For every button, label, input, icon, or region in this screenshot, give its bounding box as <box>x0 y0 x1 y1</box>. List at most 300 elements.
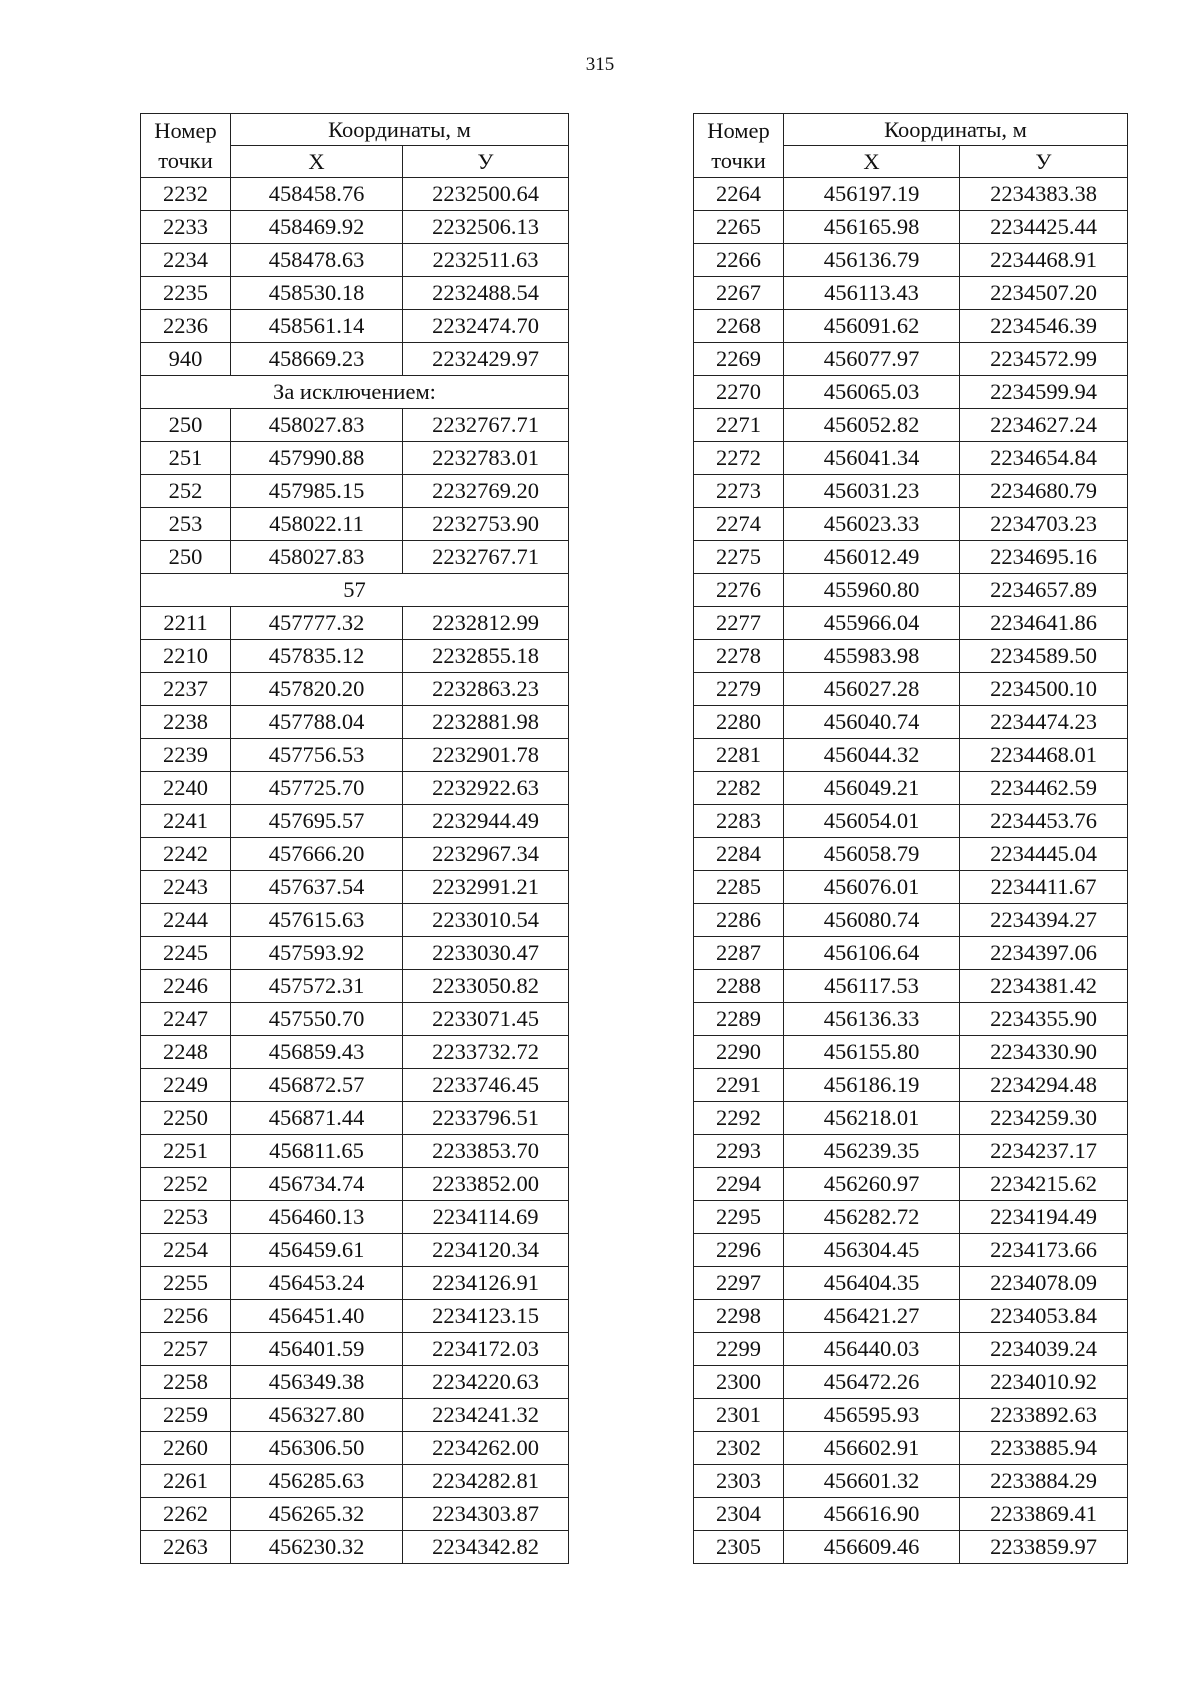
x-coordinate-cell: 457593.92 <box>231 937 403 970</box>
y-coordinate-cell: 2232767.71 <box>403 541 569 574</box>
x-coordinate-cell: 456811.65 <box>231 1135 403 1168</box>
x-coordinate-cell: 456459.61 <box>231 1234 403 1267</box>
point-number-cell: 2281 <box>694 739 784 772</box>
table-row <box>141 871 569 904</box>
x-coordinate-cell: 456609.46 <box>784 1531 960 1564</box>
x-coordinate-cell: 456136.33 <box>784 1003 960 1036</box>
y-coordinate-cell: 2234572.99 <box>960 343 1128 376</box>
table-row <box>694 574 1128 607</box>
y-coordinate-cell: 2234114.69 <box>403 1201 569 1234</box>
y-coordinate-cell: 2234589.50 <box>960 640 1128 673</box>
point-number-cell: 2280 <box>694 706 784 739</box>
y-coordinate-cell: 2234039.24 <box>960 1333 1128 1366</box>
table-row <box>141 343 569 376</box>
y-coordinate-cell: 2234641.86 <box>960 607 1128 640</box>
x-coordinate-cell: 456054.01 <box>784 805 960 838</box>
coordinates-table-right <box>693 113 1128 1564</box>
point-number-cell: 2247 <box>141 1003 231 1036</box>
point-number-cell: 2304 <box>694 1498 784 1531</box>
x-coordinate-cell: 456058.79 <box>784 838 960 871</box>
y-coordinate-cell: 2234220.63 <box>403 1366 569 1399</box>
y-coordinate-cell: 2234397.06 <box>960 937 1128 970</box>
y-coordinate-cell: 2232783.01 <box>403 442 569 475</box>
point-number-cell: 2288 <box>694 970 784 1003</box>
x-coordinate-cell: 456616.90 <box>784 1498 960 1531</box>
x-coordinate-cell: 456404.35 <box>784 1267 960 1300</box>
table-row <box>141 706 569 739</box>
x-coordinate-cell: 458478.63 <box>231 244 403 277</box>
table-row <box>141 475 569 508</box>
x-coordinate-cell: 457615.63 <box>231 904 403 937</box>
point-number-cell: 2261 <box>141 1465 231 1498</box>
point-number-cell: 2284 <box>694 838 784 871</box>
point-number-cell: 2289 <box>694 1003 784 1036</box>
point-number-cell: 2210 <box>141 640 231 673</box>
x-coordinate-cell: 456065.03 <box>784 376 960 409</box>
x-coordinate-cell: 456601.32 <box>784 1465 960 1498</box>
table-row <box>141 937 569 970</box>
page-number: 315 <box>585 54 615 75</box>
x-coordinate-cell: 456327.80 <box>231 1399 403 1432</box>
y-coordinate-cell: 2234381.42 <box>960 970 1128 1003</box>
y-coordinate-cell: 2234237.17 <box>960 1135 1128 1168</box>
point-number-cell: 2273 <box>694 475 784 508</box>
coordinates-header: Координаты, м <box>231 114 569 146</box>
x-coordinate-cell: 457777.32 <box>231 607 403 640</box>
table-body-left <box>141 114 569 1564</box>
x-coordinate-cell: 457985.15 <box>231 475 403 508</box>
y-coordinate-cell: 2234241.32 <box>403 1399 569 1432</box>
y-coordinate-cell: 2234282.81 <box>403 1465 569 1498</box>
y-coordinate-cell: 2232511.63 <box>403 244 569 277</box>
x-coordinate-cell: 456349.38 <box>231 1366 403 1399</box>
x-coordinate-cell: 456265.32 <box>231 1498 403 1531</box>
table-row <box>141 1036 569 1069</box>
table-row <box>694 739 1128 772</box>
table-row <box>694 937 1128 970</box>
section-label: 57 <box>141 574 569 607</box>
table-row <box>141 277 569 310</box>
x-coordinate-cell: 457990.88 <box>231 442 403 475</box>
point-number-cell: 2302 <box>694 1432 784 1465</box>
table-row <box>141 541 569 574</box>
x-coordinate-cell: 458530.18 <box>231 277 403 310</box>
point-number-cell: 2267 <box>694 277 784 310</box>
point-number-cell: 2250 <box>141 1102 231 1135</box>
x-coordinate-cell: 457820.20 <box>231 673 403 706</box>
table-row <box>694 508 1128 541</box>
point-number-cell: 251 <box>141 442 231 475</box>
table-row <box>141 673 569 706</box>
y-coordinate-cell: 2233796.51 <box>403 1102 569 1135</box>
point-number-cell: 2237 <box>141 673 231 706</box>
y-coordinate-cell: 2232991.21 <box>403 871 569 904</box>
x-coordinate-cell: 456285.63 <box>231 1465 403 1498</box>
table-row <box>141 310 569 343</box>
y-coordinate-cell: 2234262.00 <box>403 1432 569 1465</box>
point-number-cell: 2254 <box>141 1234 231 1267</box>
point-number-cell: 2285 <box>694 871 784 904</box>
y-coordinate-cell: 2232944.49 <box>403 805 569 838</box>
y-coordinate-cell: 2234215.62 <box>960 1168 1128 1201</box>
table-row <box>694 1465 1128 1498</box>
point-number-cell: 2268 <box>694 310 784 343</box>
y-coordinate-cell: 2232506.13 <box>403 211 569 244</box>
table-row <box>141 1003 569 1036</box>
x-coordinate-cell: 456472.26 <box>784 1366 960 1399</box>
y-coordinate-cell: 2234599.94 <box>960 376 1128 409</box>
y-coordinate-cell: 2232753.90 <box>403 508 569 541</box>
table-row <box>141 1399 569 1432</box>
point-number-cell: 250 <box>141 541 231 574</box>
point-number-cell: 2242 <box>141 838 231 871</box>
x-coordinate-cell: 456306.50 <box>231 1432 403 1465</box>
y-coordinate-cell: 2232500.64 <box>403 178 569 211</box>
table-row <box>141 607 569 640</box>
x-coordinate-cell: 456040.74 <box>784 706 960 739</box>
table-row <box>141 1201 569 1234</box>
table-row <box>694 1267 1128 1300</box>
x-coordinate-cell: 456451.40 <box>231 1300 403 1333</box>
point-number-cell: 2292 <box>694 1102 784 1135</box>
point-number-cell: 2232 <box>141 178 231 211</box>
point-number-cell: 2239 <box>141 739 231 772</box>
point-number-cell: 2256 <box>141 1300 231 1333</box>
point-number-cell: 2241 <box>141 805 231 838</box>
point-number-cell: 2274 <box>694 508 784 541</box>
table-row <box>694 1135 1128 1168</box>
point-number-cell: 2245 <box>141 937 231 970</box>
x-coordinate-cell: 456859.43 <box>231 1036 403 1069</box>
coordinates-table-left <box>140 113 569 1564</box>
y-coordinate-cell: 2234468.01 <box>960 739 1128 772</box>
point-number-cell: 2305 <box>694 1531 784 1564</box>
y-coordinate-cell: 2234120.34 <box>403 1234 569 1267</box>
table-row <box>694 1234 1128 1267</box>
y-coordinate-cell: 2234695.16 <box>960 541 1128 574</box>
y-coordinate-cell: 2233885.94 <box>960 1432 1128 1465</box>
y-coordinate-cell: 2232922.63 <box>403 772 569 805</box>
y-coordinate-cell: 2233853.70 <box>403 1135 569 1168</box>
table-row <box>694 442 1128 475</box>
table-row <box>694 1399 1128 1432</box>
coordinates-header: Координаты, м <box>784 114 1128 146</box>
x-coordinate-cell: 457637.54 <box>231 871 403 904</box>
point-number-cell: 2301 <box>694 1399 784 1432</box>
y-coordinate-cell: 2233884.29 <box>960 1465 1128 1498</box>
table-row <box>141 805 569 838</box>
table-row <box>694 211 1128 244</box>
y-coordinate-cell: 2234546.39 <box>960 310 1128 343</box>
y-coordinate-cell: 2234394.27 <box>960 904 1128 937</box>
table-row <box>694 343 1128 376</box>
y-coordinate-cell: 2234657.89 <box>960 574 1128 607</box>
table-row <box>141 904 569 937</box>
x-coordinate-cell: 456197.19 <box>784 178 960 211</box>
y-coordinate-cell: 2234126.91 <box>403 1267 569 1300</box>
table-row <box>694 805 1128 838</box>
y-coordinate-cell: 2233010.54 <box>403 904 569 937</box>
point-number-cell: 2251 <box>141 1135 231 1168</box>
y-coordinate-cell: 2233746.45 <box>403 1069 569 1102</box>
x-coordinate-cell: 457550.70 <box>231 1003 403 1036</box>
table-row <box>141 1135 569 1168</box>
point-number-cell: 2246 <box>141 970 231 1003</box>
y-coordinate-cell: 2234627.24 <box>960 409 1128 442</box>
table-row <box>694 541 1128 574</box>
point-number-cell: 2265 <box>694 211 784 244</box>
y-coordinate-cell: 2234342.82 <box>403 1531 569 1564</box>
x-coordinate-cell: 457572.31 <box>231 970 403 1003</box>
table-row <box>141 838 569 871</box>
table-row <box>694 838 1128 871</box>
point-number-cell: 2253 <box>141 1201 231 1234</box>
point-number-header <box>141 114 231 178</box>
x-coordinate-cell: 455966.04 <box>784 607 960 640</box>
y-coordinate-cell: 2234259.30 <box>960 1102 1128 1135</box>
y-coordinate-cell: 2232967.34 <box>403 838 569 871</box>
x-coordinate-cell: 456401.59 <box>231 1333 403 1366</box>
table-row <box>141 1432 569 1465</box>
point-number-cell: 2287 <box>694 937 784 970</box>
y-coordinate-cell: 2234123.15 <box>403 1300 569 1333</box>
y-coordinate-cell: 2233892.63 <box>960 1399 1128 1432</box>
y-coordinate-cell: 2232881.98 <box>403 706 569 739</box>
table-row <box>694 871 1128 904</box>
table-row <box>141 739 569 772</box>
y-coordinate-cell: 2234474.23 <box>960 706 1128 739</box>
x-coordinate-cell: 458027.83 <box>231 541 403 574</box>
table-row <box>141 1168 569 1201</box>
x-coordinate-cell: 456012.49 <box>784 541 960 574</box>
point-number-cell: 2235 <box>141 277 231 310</box>
y-coordinate-cell: 2232812.99 <box>403 607 569 640</box>
point-number-cell: 2275 <box>694 541 784 574</box>
y-coordinate-cell: 2233071.45 <box>403 1003 569 1036</box>
x-coordinate-cell: 456734.74 <box>231 1168 403 1201</box>
x-coordinate-cell: 457788.04 <box>231 706 403 739</box>
point-number-cell: 2270 <box>694 376 784 409</box>
table-row <box>694 1300 1128 1333</box>
header-row <box>694 114 1128 146</box>
y-coordinate-cell: 2234507.20 <box>960 277 1128 310</box>
table-row <box>694 1069 1128 1102</box>
table-row <box>141 1498 569 1531</box>
x-coordinate-cell: 457666.20 <box>231 838 403 871</box>
x-coordinate-cell: 458669.23 <box>231 343 403 376</box>
table-row <box>694 904 1128 937</box>
point-number-cell: 2243 <box>141 871 231 904</box>
y-coordinate-cell: 2234468.91 <box>960 244 1128 277</box>
point-number-header-line2: точки <box>711 147 766 173</box>
table-row <box>694 640 1128 673</box>
y-coordinate-cell: 2234445.04 <box>960 838 1128 871</box>
x-coordinate-cell: 456218.01 <box>784 1102 960 1135</box>
table-row <box>141 244 569 277</box>
y-coordinate-cell: 2234680.79 <box>960 475 1128 508</box>
y-coordinate-cell: 2234500.10 <box>960 673 1128 706</box>
table-row <box>141 970 569 1003</box>
x-coordinate-cell: 456052.82 <box>784 409 960 442</box>
table-row <box>694 706 1128 739</box>
point-number-cell: 2264 <box>694 178 784 211</box>
x-coordinate-cell: 456421.27 <box>784 1300 960 1333</box>
table-row <box>694 1333 1128 1366</box>
x-coordinate-cell: 456076.01 <box>784 871 960 904</box>
point-number-cell: 2293 <box>694 1135 784 1168</box>
x-coordinate-cell: 456031.23 <box>784 475 960 508</box>
table-row <box>694 1498 1128 1531</box>
table-row <box>141 1102 569 1135</box>
y-column-header: У <box>403 146 569 178</box>
point-number-cell: 2266 <box>694 244 784 277</box>
x-coordinate-cell: 456460.13 <box>231 1201 403 1234</box>
point-number-cell: 2300 <box>694 1366 784 1399</box>
y-coordinate-cell: 2234330.90 <box>960 1036 1128 1069</box>
point-number-cell: 2257 <box>141 1333 231 1366</box>
x-coordinate-cell: 458027.83 <box>231 409 403 442</box>
y-coordinate-cell: 2232901.78 <box>403 739 569 772</box>
point-number-cell: 2290 <box>694 1036 784 1069</box>
point-number-cell: 2296 <box>694 1234 784 1267</box>
point-number-cell: 2263 <box>141 1531 231 1564</box>
table-row <box>694 772 1128 805</box>
y-coordinate-cell: 2234303.87 <box>403 1498 569 1531</box>
point-number-cell: 2295 <box>694 1201 784 1234</box>
table-row <box>141 640 569 673</box>
x-coordinate-cell: 456282.72 <box>784 1201 960 1234</box>
section-label: За исключением: <box>141 376 569 409</box>
x-coordinate-cell: 456113.43 <box>784 277 960 310</box>
point-number-header-line2: точки <box>158 147 213 173</box>
point-number-cell: 2258 <box>141 1366 231 1399</box>
point-number-cell: 2279 <box>694 673 784 706</box>
point-number-cell: 2233 <box>141 211 231 244</box>
x-coordinate-cell: 457835.12 <box>231 640 403 673</box>
point-number-cell: 2262 <box>141 1498 231 1531</box>
y-coordinate-cell: 2233852.00 <box>403 1168 569 1201</box>
table-row <box>141 508 569 541</box>
x-coordinate-cell: 456106.64 <box>784 937 960 970</box>
point-number-cell: 2260 <box>141 1432 231 1465</box>
table-row <box>141 1267 569 1300</box>
x-column-header: Х <box>784 146 960 178</box>
y-coordinate-cell: 2234654.84 <box>960 442 1128 475</box>
x-coordinate-cell: 456117.53 <box>784 970 960 1003</box>
point-number-cell: 2271 <box>694 409 784 442</box>
point-number-cell: 940 <box>141 343 231 376</box>
y-coordinate-cell: 2232429.97 <box>403 343 569 376</box>
x-coordinate-cell: 458458.76 <box>231 178 403 211</box>
x-coordinate-cell: 456049.21 <box>784 772 960 805</box>
table-row <box>694 1036 1128 1069</box>
point-number-cell: 2234 <box>141 244 231 277</box>
x-coordinate-cell: 456595.93 <box>784 1399 960 1432</box>
y-coordinate-cell: 2234194.49 <box>960 1201 1128 1234</box>
table-body-right <box>694 114 1128 1564</box>
y-coordinate-cell: 2234425.44 <box>960 211 1128 244</box>
x-coordinate-cell: 456080.74 <box>784 904 960 937</box>
y-coordinate-cell: 2232474.70 <box>403 310 569 343</box>
x-coordinate-cell: 456155.80 <box>784 1036 960 1069</box>
table-row <box>694 1531 1128 1564</box>
point-number-cell: 2244 <box>141 904 231 937</box>
table-row <box>141 1465 569 1498</box>
point-number-cell: 2269 <box>694 343 784 376</box>
point-number-cell: 2282 <box>694 772 784 805</box>
table-row <box>141 772 569 805</box>
y-column-header: У <box>960 146 1128 178</box>
point-number-cell: 2238 <box>141 706 231 739</box>
y-coordinate-cell: 2233732.72 <box>403 1036 569 1069</box>
point-number-cell: 2303 <box>694 1465 784 1498</box>
x-coordinate-cell: 456077.97 <box>784 343 960 376</box>
point-number-cell: 2283 <box>694 805 784 838</box>
x-coordinate-cell: 455983.98 <box>784 640 960 673</box>
point-number-cell: 250 <box>141 409 231 442</box>
x-coordinate-cell: 458022.11 <box>231 508 403 541</box>
table-row <box>694 607 1128 640</box>
table-row <box>694 178 1128 211</box>
x-coordinate-cell: 457725.70 <box>231 772 403 805</box>
y-coordinate-cell: 2233050.82 <box>403 970 569 1003</box>
table-row <box>141 1333 569 1366</box>
y-coordinate-cell: 2234053.84 <box>960 1300 1128 1333</box>
table-row <box>694 376 1128 409</box>
table-row <box>141 1069 569 1102</box>
table-row <box>694 1003 1128 1036</box>
point-number-cell: 2272 <box>694 442 784 475</box>
y-coordinate-cell: 2232855.18 <box>403 640 569 673</box>
point-number-cell: 2291 <box>694 1069 784 1102</box>
point-number-cell: 2249 <box>141 1069 231 1102</box>
table-row <box>141 178 569 211</box>
x-coordinate-cell: 456136.79 <box>784 244 960 277</box>
point-number-cell: 253 <box>141 508 231 541</box>
y-coordinate-cell: 2232488.54 <box>403 277 569 310</box>
y-coordinate-cell: 2234411.67 <box>960 871 1128 904</box>
y-coordinate-cell: 2233859.97 <box>960 1531 1128 1564</box>
table-row <box>141 211 569 244</box>
point-number-cell: 2298 <box>694 1300 784 1333</box>
y-coordinate-cell: 2234078.09 <box>960 1267 1128 1300</box>
x-coordinate-cell: 456023.33 <box>784 508 960 541</box>
point-number-header-line1: Номер <box>154 117 217 143</box>
table-row <box>141 1366 569 1399</box>
point-number-cell: 2294 <box>694 1168 784 1201</box>
point-number-cell: 2278 <box>694 640 784 673</box>
x-coordinate-cell: 456872.57 <box>231 1069 403 1102</box>
x-coordinate-cell: 456871.44 <box>231 1102 403 1135</box>
table-row <box>694 970 1128 1003</box>
point-number-cell: 2240 <box>141 772 231 805</box>
point-number-cell: 2286 <box>694 904 784 937</box>
y-coordinate-cell: 2234294.48 <box>960 1069 1128 1102</box>
point-number-cell: 2277 <box>694 607 784 640</box>
point-number-cell: 2299 <box>694 1333 784 1366</box>
section-row <box>141 574 569 607</box>
x-coordinate-cell: 456440.03 <box>784 1333 960 1366</box>
table-row <box>141 1234 569 1267</box>
table-row <box>141 409 569 442</box>
point-number-cell: 2252 <box>141 1168 231 1201</box>
table-row <box>694 1201 1128 1234</box>
x-coordinate-cell: 456027.28 <box>784 673 960 706</box>
table-row <box>694 1432 1128 1465</box>
x-column-header: Х <box>231 146 403 178</box>
y-coordinate-cell: 2232863.23 <box>403 673 569 706</box>
point-number-cell: 2236 <box>141 310 231 343</box>
